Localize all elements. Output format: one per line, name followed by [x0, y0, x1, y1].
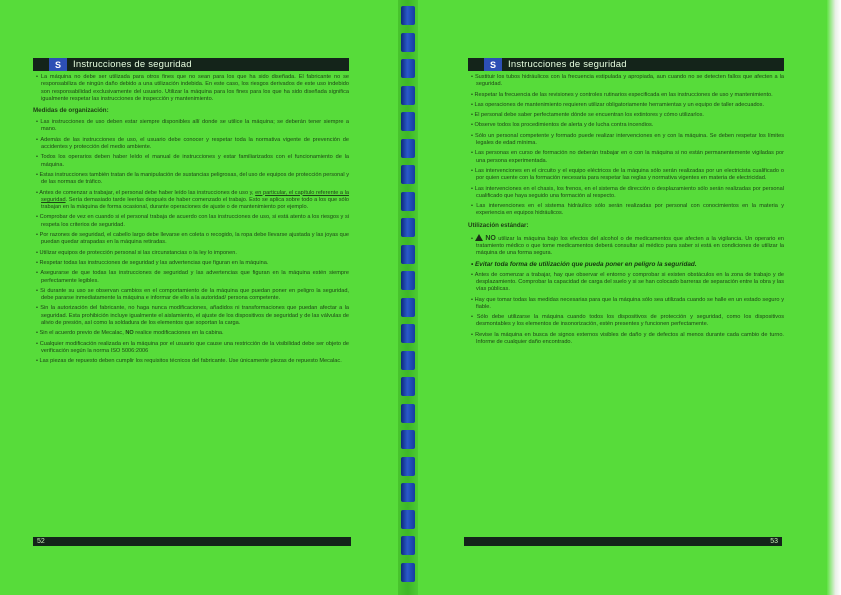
- list-item: • Respetar todas las instrucciones de seguridad y las advertencias que figuran en la máquina.: [36, 259, 269, 266]
- binding-ring: [401, 192, 415, 211]
- left-page: [33, 58, 349, 369]
- binding-ring: [401, 457, 415, 476]
- right-footer-bar: [464, 537, 782, 546]
- subheading-standard-use: Utilización estándar:: [468, 221, 529, 229]
- section-title: Instrucciones de seguridad: [73, 59, 192, 70]
- list-item: • Sin la autorización del fabricante, no haga nunca modificaciones, añadidos ni transformaciones que puedan afectar a la seguridad. Esta prohibición incluye igualmente el aislamiento, el ajuste de los dispositivos de seguridad y de las válvulas de alivio de presión, así como la soldadura de los elementos que soportan la carga.: [36, 305, 349, 327]
- subheading-organization: Medidas de organización:: [33, 107, 109, 115]
- binding-ring: [401, 377, 415, 396]
- section-title: Instrucciones de seguridad: [508, 59, 627, 70]
- binding-ring: [401, 86, 415, 105]
- page-number: 52: [37, 538, 45, 545]
- list-item: • Sólo debe utilizarse la máquina cuando todos los dispositivos de protección y seguridad, como los dispositivos desmontables y los elementos de insonorización, estén presentes y funcionen perfectamente.: [471, 314, 784, 328]
- binding-ring: [401, 563, 415, 582]
- binding-ring: [401, 536, 415, 555]
- binding-ring: [401, 139, 415, 158]
- list-item: • Las piezas de repuesto deben cumplir los requisitos técnicos del fabricante. Use únicamente piezas de repuesto Mecalac.: [36, 358, 342, 365]
- list-item: • Estas instrucciones también tratan de la manipulación de sustancias peligrosas, del uso de equipos de protección personal y de las normas de tráfico.: [36, 171, 349, 186]
- section-header: [468, 58, 784, 71]
- list-item: • Comprobar de vez en cuando si el personal trabaja de acuerdo con las instrucciones de uso, si está atento a los riesgos y si respeta los criterios de seguridad.: [36, 214, 349, 228]
- binding-ring: [401, 112, 415, 131]
- underlined-reference: en particular, el capítulo referente a la seguridad: [41, 189, 349, 203]
- section-badge: S: [484, 58, 502, 71]
- list-item: • Antes de comenzar a trabajar, el personal debe haber leído las instrucciones de uso y, en particular, el capítulo referente a la seguridad. Sería demasiado tarde leerlas después de haber comenzado el trabajo. Esto se aplica sobre todo a los que sólo trabajan en la máquina de forma ocasional, durante operaciones de ajuste o de mantenimiento por ejemplo.: [36, 189, 349, 211]
- list-item: • Sólo un personal competente y formado puede realizar intervenciones en y con la máquina. Se deben respetar los límites legales de edad mínima.: [471, 132, 784, 147]
- binding-ring: [401, 510, 415, 529]
- binding-ring: [401, 59, 415, 78]
- binding-ring: [401, 245, 415, 264]
- list-item: • Las intervenciones en el circuito y el equipo eléctricos de la máquina sólo serán realizadas por un electricista cualificado o por quien cuente con la formación necesaria para respetar las reglas y normativa vigentes en materia de electricidad.: [471, 167, 784, 182]
- list-item: • Todos los operarios deben haber leído el manual de instrucciones y estar familiarizados con el funcionamiento de la máquina.: [36, 154, 349, 168]
- list-item: • Asegurarse de que todas las instrucciones de seguridad y las advertencias que figuran en la máquina estén siempre perfectamente legibles.: [36, 270, 349, 284]
- list-item: • Las instrucciones de uso deben estar siempre disponibles allí donde se utilice la máquina; se deberán tener siempre a mano.: [36, 119, 349, 133]
- binding-ring: [401, 351, 415, 370]
- list-item: • Hay que tomar todas las medidas necesarias para que la máquina sólo sea utilizada cuando se halle en un estado seguro y fiable.: [471, 296, 784, 310]
- list-item: • Revise la máquina en busca de signos externos visibles de daño y de defectos al menos durante cada cambio de turno. Informe de cualquier daño encontrado.: [471, 331, 784, 346]
- binding-ring: [401, 430, 415, 449]
- page-edge: [827, 0, 841, 595]
- section-header: [33, 58, 349, 71]
- section-badge: S: [49, 58, 67, 71]
- list-item: • Las intervenciones en el sistema hidráulico sólo serán realizadas por personal con conocimientos en la materia y experiencia en equipos hidráulicos.: [471, 203, 784, 217]
- left-footer-bar: [33, 537, 351, 546]
- binding-ring: [401, 483, 415, 502]
- binding-ring: [401, 165, 415, 184]
- intro-paragraph: • La máquina no debe ser utilizada para otros fines que no sean para los que ha sido diseñada. El fabricante no se responsabiliza de ningún daño debido a una utilización indebida. En este caso, los riesgos derivados de este uso indebido son responsabilidad exclusivamente del usuario. Utilizar la máquina para los fines para los que ha sido diseñada significa igualmente respetar las instrucciones de inspección y mantenimiento.: [36, 74, 349, 102]
- list-item: • Sin el acuerdo previo de Mecalac, NO realice modificaciones en la cabina.: [36, 330, 224, 337]
- page-number: 53: [770, 538, 778, 545]
- binding-ring: [401, 324, 415, 343]
- list-item: • Las operaciones de mantenimiento requieren utilizar obligatoriamente herramientas y un equipo de taller adecuados.: [471, 101, 765, 108]
- list-item: • Además de las instrucciones de uso, el usuario debe conocer y respetar toda la normativa vigente de prevención de accidentes y protección del medio ambiente.: [36, 136, 349, 151]
- binding-ring: [401, 6, 415, 25]
- binding-ring: [401, 271, 415, 290]
- list-item: • Observe todos los procedimientos de alerta y de lucha contra incendios.: [471, 122, 654, 129]
- list-item: • Antes de comenzar a trabajar, hay que observar el entorno y comprobar si existen obstáculos en la zona de trabajo y de desplazamiento. Comprobar la capacidad de carga del suelo y si se han colocado barreras de separación entre la obra y las vías públicas.: [471, 271, 784, 293]
- binding-ring: [401, 404, 415, 423]
- list-item: • Por razones de seguridad, el cabello largo debe llevarse en coleta o recogido, la ropa debe llevarse ajustada y las joyas que puedan quedar atrapadas en la máquina retiradas.: [36, 232, 349, 246]
- warning-statement: • Evitar toda forma de utilización que pueda poner en peligro la seguridad.: [471, 260, 697, 268]
- binding-ring: [401, 33, 415, 52]
- binding-ring: [401, 298, 415, 317]
- right-page: [468, 58, 784, 349]
- warning-triangle-icon: [475, 234, 483, 241]
- list-item: • Utilizar equipos de protección personal si las circunstancias o la ley lo imponen.: [36, 249, 237, 256]
- list-item: • Las intervenciones en el chasis, los frenos, en el sistema de dirección o desplazamiento sólo serán realizadas por personal cualificado que haya seguido una formación al respecto.: [471, 185, 784, 199]
- list-item: • Sustituir los tubos hidráulicos con la frecuencia estipulada y apropiada, aun cuando no se detecten fallos que afecten a la seguridad.: [471, 74, 784, 88]
- list-item: • Respetar la frecuencia de las revisiones y controles rutinarios especificada en las instrucciones de uso y mantenimiento.: [471, 91, 773, 98]
- list-item: • El personal debe saber perfectamente dónde se encuentran los extintores y cómo utilizarlos.: [471, 112, 704, 119]
- binding-ring: [401, 218, 415, 237]
- list-item: • Si durante su uso se observan cambios en el comportamiento de la máquina que puedan poner en peligro la seguridad, debe pararse inmediatamente la máquina e informar de ello a la autoridad/ persona competente.: [36, 287, 349, 302]
- list-item: • Cualquier modificación realizada en la máquina por el usuario que cause una restricción de la visibilidad debe ser objeto de verificación según la norma ISO 5006:2006: [36, 340, 349, 354]
- warning-item: • NO utilizar la máquina bajo los efectos del alcohol o de medicamentos que afecten a la vigilancia. Un operario en tratamiento médico o que tome medicamentos deberá consultar al médico para saber si está en condiciones de utilizar la máquina de una forma segura.: [471, 234, 784, 257]
- list-item: • Las personas en curso de formación no deberán trabajar en o con la máquina si no están permanentemente vigiladas por una persona experimentada.: [471, 150, 784, 164]
